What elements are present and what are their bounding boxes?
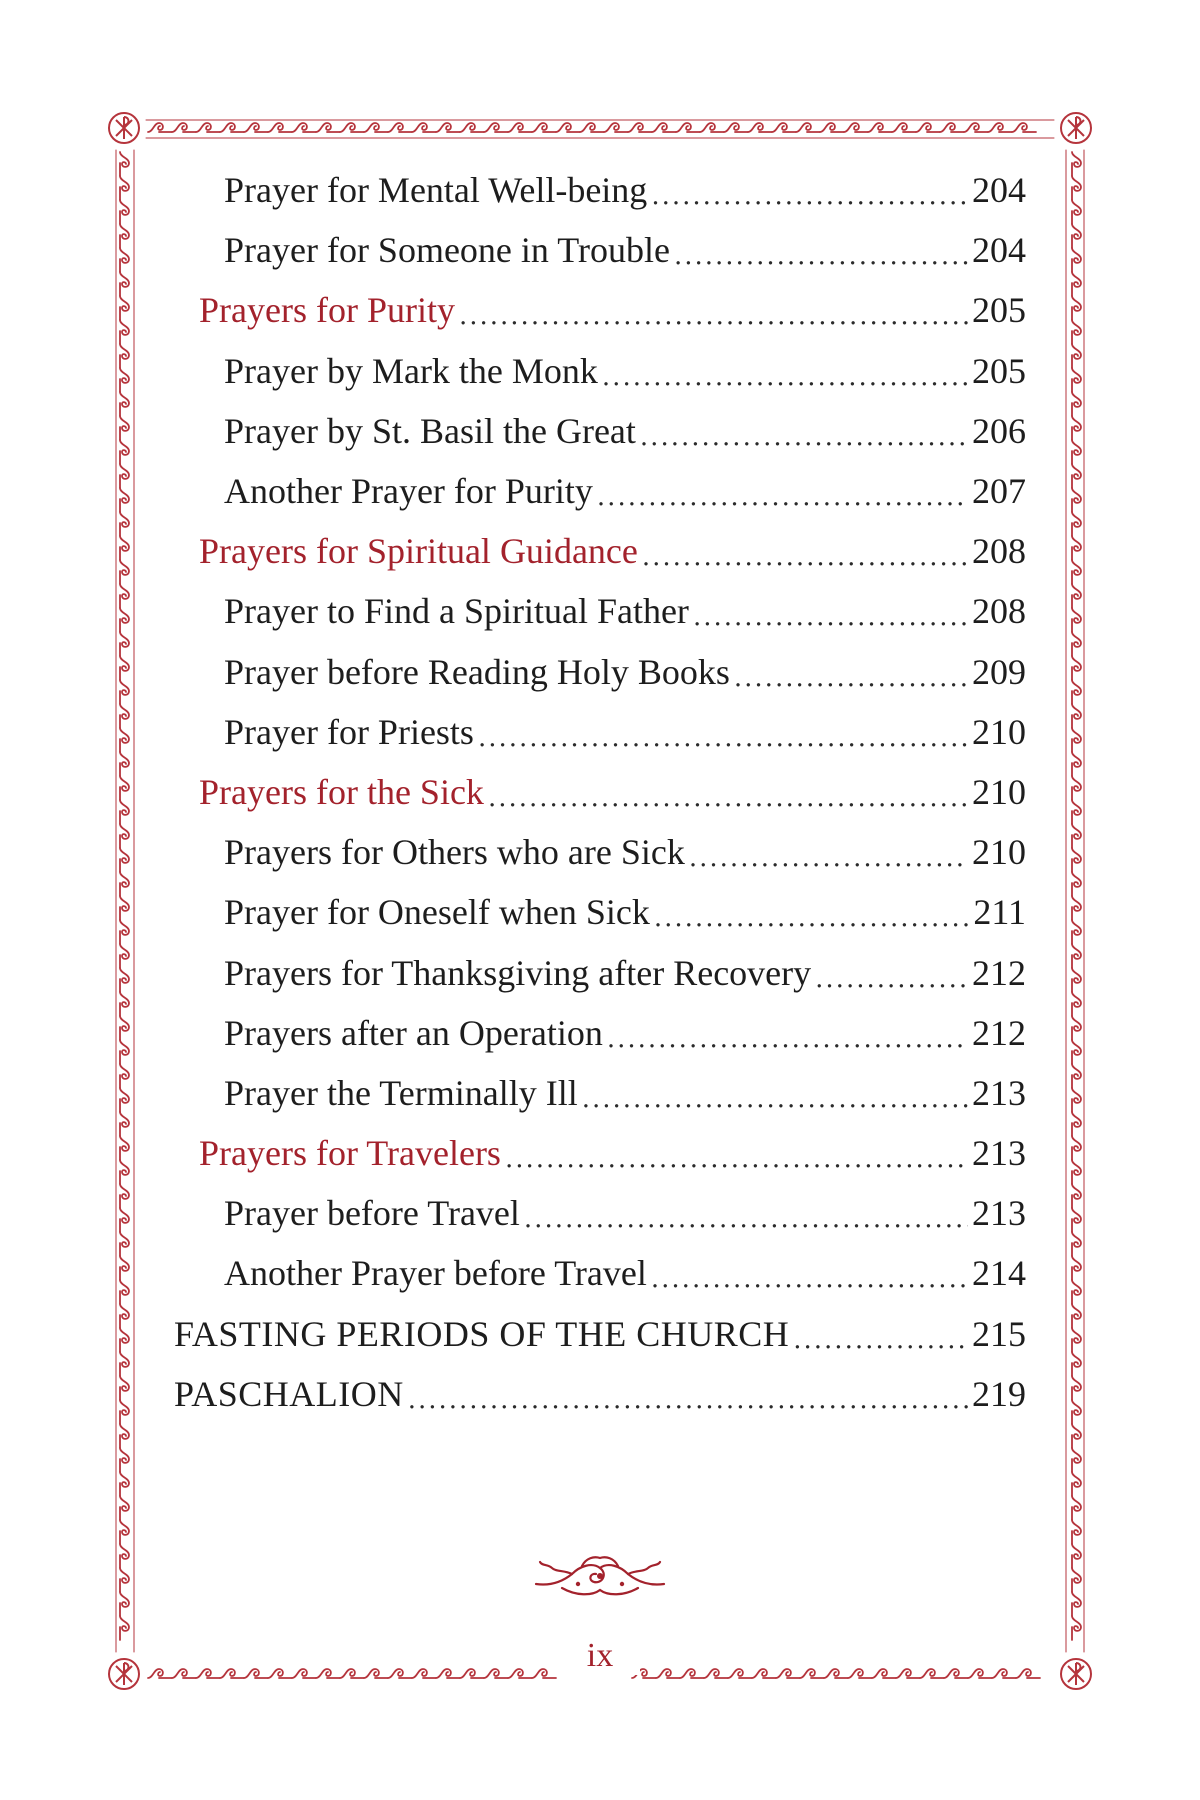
toc-entry-title: Prayer for Oneself when Sick [224, 892, 650, 933]
dot-leader [408, 1374, 968, 1414]
toc-entry-page: 204 [972, 230, 1026, 271]
toc-entry-page: 215 [972, 1313, 1026, 1354]
toc-entry[interactable] [174, 1063, 1026, 1123]
dot-leader [640, 411, 968, 451]
toc-entry-title: FASTING PERIODS OF THE CHURCH [174, 1313, 790, 1354]
dot-leader [689, 832, 968, 872]
dot-leader [524, 1193, 968, 1233]
toc-entry[interactable] [174, 702, 1026, 762]
dot-leader [815, 953, 968, 993]
toc-entry-page: 213 [972, 1193, 1026, 1234]
dot-leader [459, 290, 968, 330]
dot-leader [734, 652, 968, 692]
toc-entry-page: 213 [972, 1133, 1026, 1174]
toc-entry-title: Another Prayer before Travel [224, 1253, 647, 1294]
dot-leader [793, 1314, 968, 1354]
toc-entry-page: 212 [972, 1012, 1026, 1053]
toc-chapter-entry[interactable] [174, 1304, 1026, 1364]
toc-entry-page: 207 [972, 471, 1026, 512]
toc-entry-page: 205 [972, 290, 1026, 331]
dot-leader [651, 1253, 968, 1293]
dot-leader [607, 1013, 968, 1053]
toc-entry[interactable] [174, 220, 1026, 280]
toc-entry[interactable] [174, 401, 1026, 461]
toc-entry[interactable] [174, 160, 1026, 220]
toc-entry-page: 214 [972, 1253, 1026, 1294]
chi-rho-icon [1061, 1659, 1091, 1689]
toc-entry-page: 205 [972, 350, 1026, 391]
toc-entry-title: Prayer to Find a Spiritual Father [224, 591, 689, 632]
toc-section-heading[interactable] [174, 762, 1026, 822]
toc-entry[interactable] [174, 461, 1026, 521]
dot-leader [654, 892, 969, 932]
toc-entry-page: 209 [972, 651, 1026, 692]
dot-leader [488, 772, 968, 812]
toc-entry-title: PASCHALION [174, 1373, 404, 1414]
toc-entry-page: 204 [972, 170, 1026, 211]
table-of-contents [174, 160, 1026, 1424]
toc-entry[interactable] [174, 1183, 1026, 1243]
toc-entry[interactable] [174, 341, 1026, 401]
toc-entry-page: 219 [972, 1373, 1026, 1414]
toc-entry-page: 212 [972, 952, 1026, 993]
toc-entry-title: Prayer before Travel [224, 1193, 520, 1234]
toc-entry-title: Prayer by Mark the Monk [224, 350, 598, 391]
toc-entry-title: Prayer before Reading Holy Books [224, 651, 730, 692]
toc-section-heading[interactable] [174, 521, 1026, 581]
dot-leader [478, 712, 968, 752]
toc-entry-page: 210 [972, 832, 1026, 873]
toc-chapter-entry[interactable] [174, 1364, 1026, 1424]
toc-entry-title: Prayer for Mental Well-being [224, 170, 648, 211]
toc-entry-page: 208 [972, 591, 1026, 632]
toc-entry-title: Prayers for Thanksgiving after Recovery [224, 952, 812, 993]
chi-rho-icon [109, 1659, 139, 1689]
toc-entry-page: 213 [972, 1072, 1026, 1113]
toc-entry-title: Another Prayer for Purity [224, 471, 593, 512]
toc-section-heading[interactable] [174, 1123, 1026, 1183]
toc-entry-page: 211 [973, 892, 1026, 933]
toc-entry[interactable] [174, 1243, 1026, 1303]
chi-rho-icon [1061, 113, 1091, 143]
dot-leader [582, 1073, 968, 1113]
toc-entry[interactable] [174, 581, 1026, 641]
toc-entry-page: 206 [972, 410, 1026, 451]
scroll-ornament-icon [532, 1546, 668, 1602]
toc-entry-title: Prayer the Terminally Ill [224, 1072, 578, 1113]
toc-entry-title: Prayer by St. Basil the Great [224, 410, 636, 451]
toc-section-heading[interactable] [174, 280, 1026, 340]
dot-leader [505, 1133, 968, 1173]
dot-leader [651, 170, 968, 210]
toc-entry-title: Prayers for Purity [199, 290, 455, 331]
toc-entry-page: 208 [972, 531, 1026, 572]
toc-entry-page: 210 [972, 771, 1026, 812]
toc-entry[interactable] [174, 942, 1026, 1002]
toc-entry-title: Prayers for Travelers [199, 1133, 501, 1174]
toc-entry[interactable] [174, 822, 1026, 882]
toc-entry-title: Prayers for the Sick [199, 771, 484, 812]
dot-leader [642, 531, 968, 571]
toc-entry-title: Prayers after an Operation [224, 1012, 603, 1053]
dot-leader [674, 230, 968, 270]
toc-entry-title: Prayers for Spiritual Guidance [199, 531, 638, 572]
page-number: ix [560, 1637, 640, 1675]
toc-entry-title: Prayer for Priests [224, 711, 474, 752]
dot-leader [597, 471, 968, 511]
dot-leader [602, 351, 968, 391]
toc-entry-title: Prayers for Others who are Sick [224, 832, 685, 873]
chi-rho-icon [109, 113, 139, 143]
toc-entry-title: Prayer for Someone in Trouble [224, 230, 670, 271]
toc-entry[interactable] [174, 642, 1026, 702]
toc-entry[interactable] [174, 1003, 1026, 1063]
toc-entry[interactable] [174, 882, 1026, 942]
dot-leader [693, 591, 968, 631]
toc-entry-page: 210 [972, 711, 1026, 752]
